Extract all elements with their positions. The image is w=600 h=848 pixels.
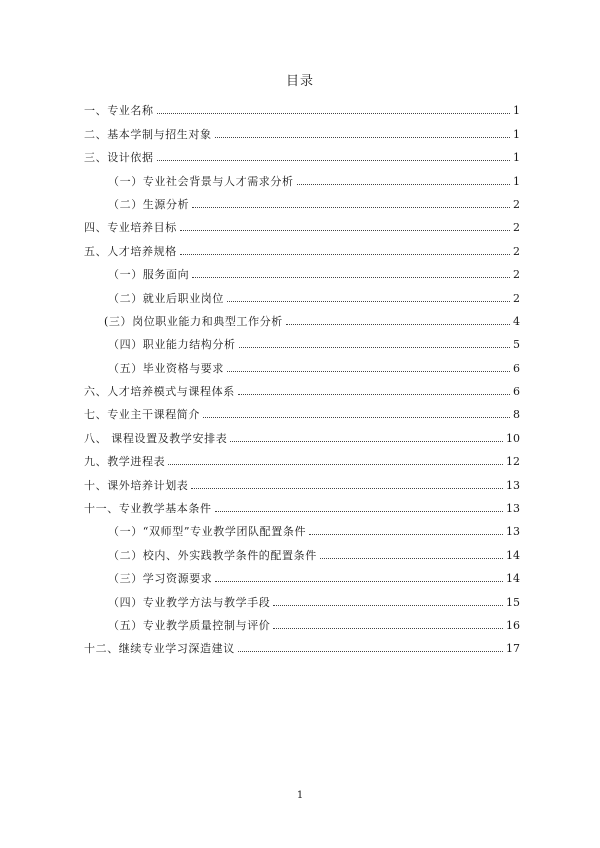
toc-entry-label: 一、专业名称 (84, 104, 154, 118)
toc-entry-label: （五）专业教学质量控制与评价 (108, 618, 271, 632)
toc-entry[interactable] (84, 164, 520, 187)
toc-entry-page: 13 (506, 478, 520, 492)
toc-entry-page: 16 (506, 618, 520, 632)
dot-leader (309, 534, 503, 535)
toc-entry-page: 2 (513, 268, 520, 282)
toc-entry-label: (三）岗位职业能力和典型工作分析 (104, 314, 283, 328)
toc-entry-label: 八、 课程设置及教学安排表 (84, 431, 228, 445)
toc-entry-page: 17 (506, 642, 520, 656)
toc-entry[interactable] (84, 468, 520, 491)
dot-leader (227, 371, 510, 372)
toc-entry-page: 15 (506, 595, 520, 609)
toc-entry-label: 九、教学进程表 (84, 455, 166, 469)
toc-entry-page: 1 (513, 174, 520, 188)
toc-entry-page: 4 (513, 314, 520, 328)
toc-entry[interactable] (84, 515, 520, 538)
dot-leader (230, 441, 503, 442)
toc-entry-page: 6 (513, 385, 520, 399)
dot-leader (215, 511, 503, 512)
toc-entry-label: （二）就业后职业岗位 (108, 291, 224, 305)
toc-entry-page: 5 (513, 338, 520, 352)
dot-leader (215, 581, 503, 582)
toc-entry-label: （四）专业教学方法与教学手段 (108, 595, 271, 609)
toc-entry-page: 13 (506, 502, 520, 516)
toc-entry[interactable] (84, 141, 520, 164)
toc-entry-label: （一）专业社会背景与人才需求分析 (108, 174, 294, 188)
toc-entry[interactable] (84, 609, 520, 632)
dot-leader (192, 207, 510, 208)
toc-entry-label: （二）生源分析 (108, 197, 190, 211)
dot-leader (215, 137, 510, 138)
dot-leader (320, 558, 503, 559)
toc-entry-page: 12 (506, 455, 520, 469)
toc-entry[interactable] (84, 234, 520, 257)
table-of-contents (84, 94, 520, 655)
toc-entry-page: 13 (506, 525, 520, 539)
toc-entry-label: （二）校内、外实践教学条件的配置条件 (108, 548, 317, 562)
dot-leader (168, 464, 503, 465)
toc-entry-label: （三）学习资源要求 (108, 572, 213, 586)
dot-leader (192, 277, 510, 278)
dot-leader (180, 254, 510, 255)
toc-entry-label: 十二、继续专业学习深造建议 (84, 642, 235, 656)
toc-entry[interactable] (84, 281, 520, 304)
dot-leader (238, 394, 510, 395)
toc-entry[interactable] (84, 117, 520, 140)
toc-entry-page: 14 (506, 548, 520, 562)
toc-entry[interactable] (84, 258, 520, 281)
toc-entry-page: 1 (513, 127, 520, 141)
toc-entry[interactable] (84, 492, 520, 515)
toc-entry-label: （四）职业能力结构分析 (108, 338, 236, 352)
dot-leader (157, 160, 510, 161)
dot-leader (238, 651, 503, 652)
toc-entry[interactable] (84, 421, 520, 444)
dot-leader (191, 488, 503, 489)
dot-leader (273, 628, 503, 629)
toc-entry-label: （一）服务面向 (108, 268, 190, 282)
toc-entry[interactable] (84, 305, 520, 328)
toc-entry[interactable] (84, 445, 520, 468)
toc-entry-label: 三、设计依据 (84, 151, 154, 165)
toc-entry[interactable] (84, 94, 520, 117)
toc-entry-page: 2 (513, 244, 520, 258)
dot-leader (180, 230, 510, 231)
toc-entry-page: 1 (513, 104, 520, 118)
toc-entry-label: （五）毕业资格与要求 (108, 361, 224, 375)
toc-entry-page: 6 (513, 361, 520, 375)
toc-entry-page: 10 (506, 431, 520, 445)
toc-entry-label: 十、课外培养计划表 (84, 478, 189, 492)
toc-entry-label: （一）“双师型”专业教学团队配置条件 (108, 525, 307, 539)
toc-entry[interactable] (84, 351, 520, 374)
toc-entry-label: 二、基本学制与招生对象 (84, 127, 212, 141)
dot-leader (239, 347, 510, 348)
dot-leader (203, 417, 510, 418)
toc-entry-page: 14 (506, 572, 520, 586)
dot-leader (286, 324, 510, 325)
toc-entry[interactable] (84, 632, 520, 655)
toc-entry-page: 2 (513, 197, 520, 211)
toc-entry-label: 四、专业培养目标 (84, 221, 177, 235)
toc-entry-label: 十一、专业教学基本条件 (84, 502, 212, 516)
toc-entry-page: 2 (513, 291, 520, 305)
toc-entry[interactable] (84, 562, 520, 585)
dot-leader (227, 301, 510, 302)
toc-entry-label: 五、人才培养规格 (84, 244, 177, 258)
dot-leader (297, 184, 510, 185)
dot-leader (157, 113, 510, 114)
toc-entry-page: 1 (513, 151, 520, 165)
toc-entry[interactable] (84, 188, 520, 211)
toc-entry[interactable] (84, 211, 520, 234)
dot-leader (273, 605, 503, 606)
page-title: 目录 (285, 74, 314, 89)
toc-entry[interactable] (84, 398, 520, 421)
toc-entry-page: 2 (513, 221, 520, 235)
toc-entry-label: 七、专业主干课程简介 (84, 408, 200, 422)
toc-entry-label: 六、人才培养模式与课程体系 (84, 385, 235, 399)
toc-entry[interactable] (84, 375, 520, 398)
toc-entry[interactable] (84, 328, 520, 351)
toc-entry-page: 8 (513, 408, 520, 422)
toc-entry[interactable] (84, 585, 520, 608)
page-number: 1 (296, 790, 304, 801)
toc-entry[interactable] (84, 538, 520, 561)
